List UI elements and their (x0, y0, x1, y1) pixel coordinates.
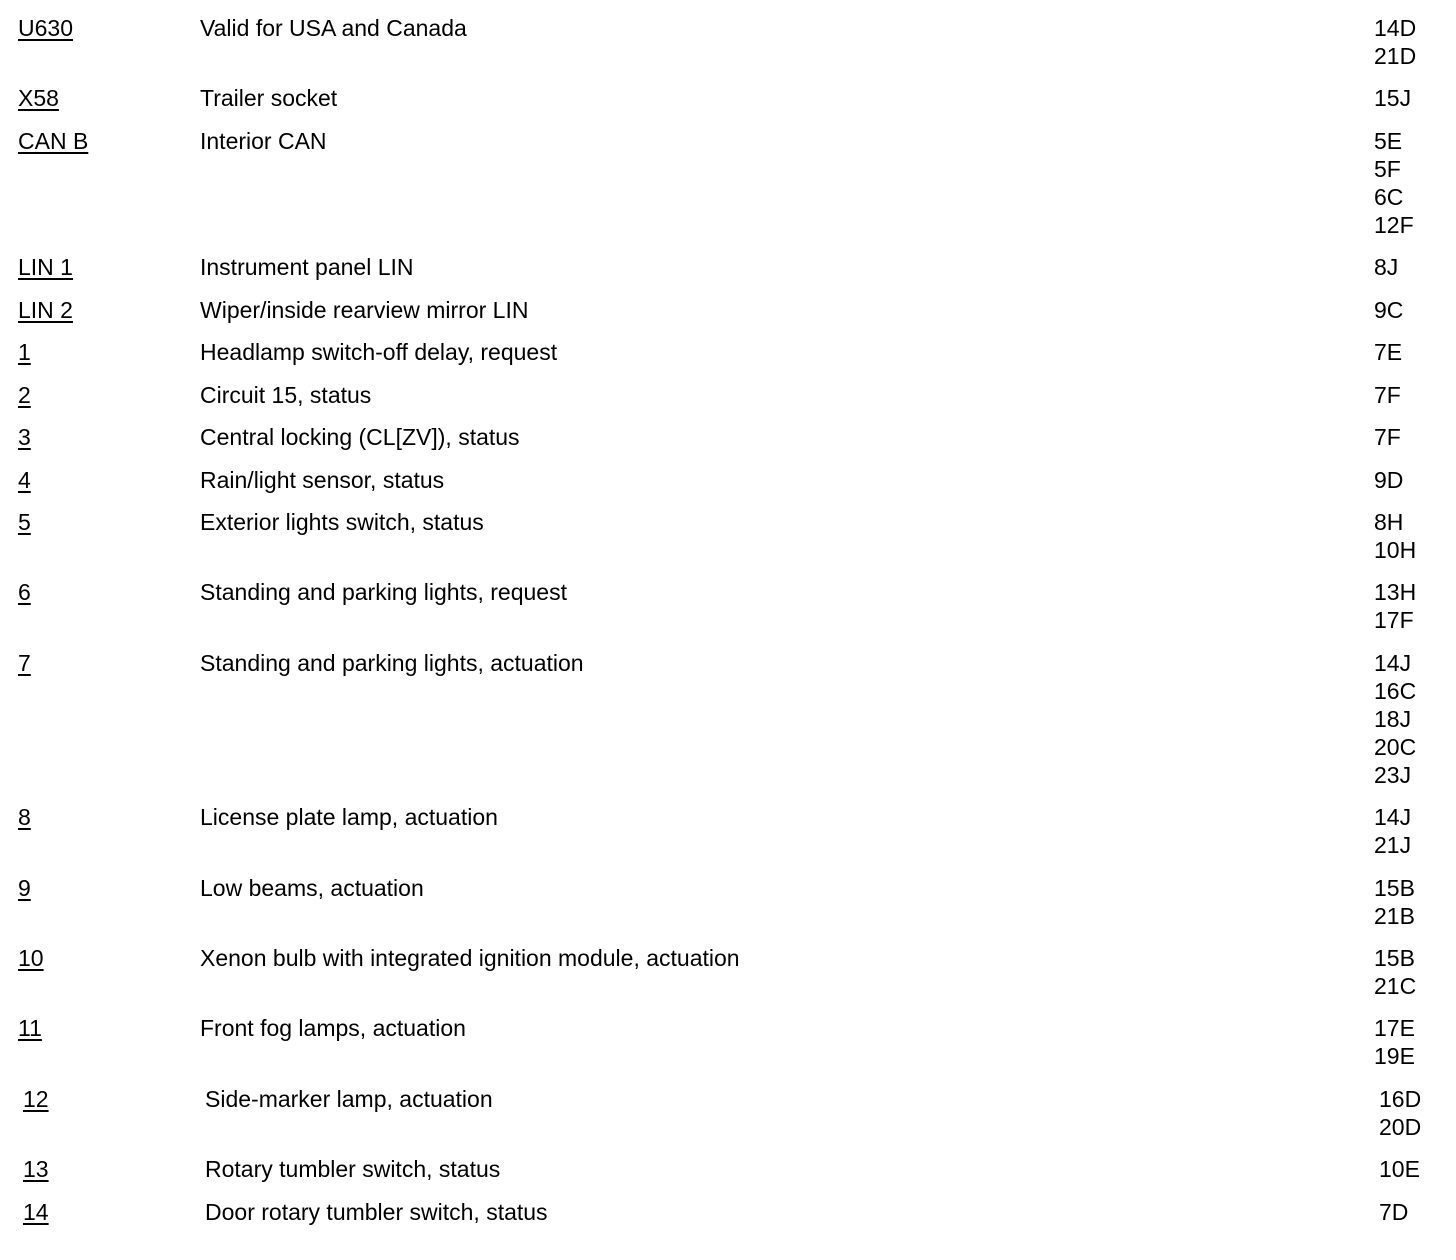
legend-code[interactable]: 3 (18, 424, 31, 450)
legend-ref: 15B (1374, 945, 1415, 971)
legend-refs (1374, 508, 1416, 564)
legend-description: Side-marker lamp, actuation (205, 1086, 493, 1112)
legend-ref: 20D (1379, 1114, 1422, 1140)
legend-ref: 14J (1374, 650, 1412, 676)
legend-ref: 16C (1374, 678, 1417, 704)
legend-ref: 15J (1374, 85, 1412, 111)
legend-ref: 18J (1374, 706, 1412, 732)
legend-refs (1374, 338, 1402, 366)
legend-code[interactable]: U630 (18, 15, 73, 41)
legend-refs (1374, 803, 1411, 859)
legend-ref: 7E (1374, 339, 1403, 365)
legend-refs (1374, 944, 1416, 1000)
legend-code[interactable]: 6 (18, 579, 31, 605)
legend-description: Interior CAN (200, 128, 327, 154)
legend-ref: 14J (1374, 804, 1412, 830)
legend-code[interactable]: 2 (18, 382, 31, 408)
legend-ref: 9D (1374, 467, 1404, 493)
legend-code[interactable]: LIN 2 (18, 297, 73, 323)
legend-ref: 15B (1374, 875, 1415, 901)
legend-code[interactable]: 7 (18, 650, 31, 676)
legend-description: Headlamp switch-off delay, request (200, 339, 558, 365)
legend-ref: 14D (1374, 15, 1417, 41)
legend-ref: 13H (1374, 579, 1417, 605)
legend-ref: 17F (1374, 607, 1414, 633)
legend-ref: 7F (1374, 382, 1401, 408)
legend-code[interactable]: 5 (18, 509, 31, 535)
legend-description: Front fog lamps, actuation (200, 1015, 466, 1041)
legend-code[interactable]: 4 (18, 467, 31, 493)
legend-ref: 5F (1374, 156, 1401, 182)
legend-description: Instrument panel LIN (200, 254, 414, 280)
legend-ref: 9C (1374, 297, 1404, 323)
legend-ref: 17E (1374, 1015, 1415, 1041)
legend-ref: 5E (1374, 128, 1403, 154)
legend-refs (1374, 423, 1401, 451)
legend-ref: 19E (1374, 1043, 1415, 1069)
legend-code[interactable]: X58 (18, 85, 59, 111)
legend-code[interactable]: 12 (23, 1086, 49, 1112)
legend-refs (1374, 253, 1398, 281)
legend-ref: 21B (1374, 903, 1415, 929)
legend-refs (1374, 466, 1403, 494)
legend-ref: 23J (1374, 762, 1412, 788)
legend-code[interactable]: 8 (18, 804, 31, 830)
legend-description: Circuit 15, status (200, 382, 372, 408)
legend-description: Xenon bulb with integrated ignition module, actuation (200, 945, 740, 971)
legend-description: Door rotary tumbler switch, status (205, 1199, 548, 1225)
legend-code[interactable]: 10 (18, 945, 44, 971)
legend-description: Wiper/inside rearview mirror LIN (200, 297, 529, 323)
legend-refs (1374, 1014, 1415, 1070)
legend-refs (1374, 578, 1416, 634)
legend-code[interactable]: 9 (18, 875, 31, 901)
legend-refs (1374, 127, 1414, 239)
legend-ref: 8J (1374, 254, 1399, 280)
legend-ref: 8H (1374, 509, 1404, 535)
legend-ref: 6C (1374, 184, 1404, 210)
legend-code[interactable]: CAN B (18, 128, 89, 154)
legend-ref: 7F (1374, 424, 1401, 450)
legend-refs (1374, 14, 1416, 70)
legend-ref: 10H (1374, 537, 1417, 563)
legend-description: Central locking (CL[ZV]), status (200, 424, 520, 450)
legend-description: Trailer socket (200, 85, 338, 111)
legend-code[interactable]: LIN 1 (18, 254, 73, 280)
legend-refs (1374, 649, 1416, 789)
legend-description: Rotary tumbler switch, status (205, 1156, 501, 1182)
legend-refs (1374, 84, 1411, 112)
legend-ref: 20C (1374, 734, 1417, 760)
legend-ref: 12F (1374, 212, 1414, 238)
legend-ref: 16D (1379, 1086, 1422, 1112)
legend-ref: 21C (1374, 973, 1417, 999)
legend-code[interactable]: 1 (18, 339, 31, 365)
legend-description: Standing and parking lights, request (200, 579, 567, 605)
legend-description: License plate lamp, actuation (200, 804, 498, 830)
legend-description: Low beams, actuation (200, 875, 424, 901)
legend-refs (1374, 296, 1403, 324)
legend-ref: 10E (1379, 1156, 1420, 1182)
legend-refs (1379, 1155, 1420, 1183)
legend-refs (1374, 874, 1415, 930)
legend-description: Valid for USA and Canada (200, 15, 467, 41)
legend-ref: 21J (1374, 832, 1412, 858)
legend-ref: 7D (1379, 1199, 1409, 1225)
legend-description: Standing and parking lights, actuation (200, 650, 584, 676)
legend-code[interactable]: 13 (23, 1156, 49, 1182)
legend-description: Rain/light sensor, status (200, 467, 445, 493)
legend-code[interactable]: 11 (18, 1015, 42, 1041)
legend-refs (1374, 381, 1401, 409)
legend-refs (1379, 1085, 1421, 1141)
legend-code[interactable]: 14 (23, 1199, 49, 1225)
legend-refs (1379, 1198, 1408, 1226)
legend-description: Exterior lights switch, status (200, 509, 484, 535)
legend-ref: 21D (1374, 43, 1417, 69)
